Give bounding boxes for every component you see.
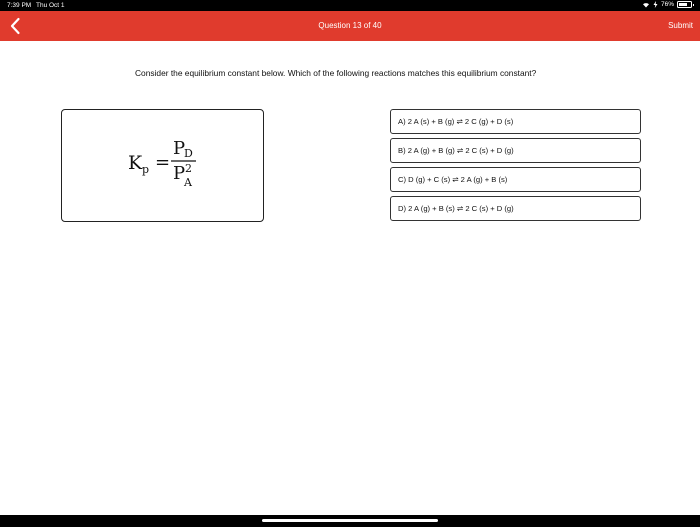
formula-den-sub: A (184, 176, 192, 189)
wifi-icon (642, 1, 650, 8)
battery-percent: 76% (660, 1, 674, 8)
status-time: 7:39 PM (7, 2, 32, 9)
status-day: Thu Oct 1 (36, 2, 65, 9)
formula-num-p: P (173, 138, 186, 159)
charging-icon (653, 1, 658, 8)
formula-equals: = (155, 152, 171, 173)
answer-option-d[interactable]: D) 2 A (g) + B (s) ⇌ 2 C (s) + D (g) (390, 196, 641, 221)
formula-box (61, 109, 264, 222)
answer-option-c[interactable]: C) D (g) + C (s) ⇌ 2 A (g) + B (s) (390, 167, 641, 192)
answer-list (390, 109, 641, 225)
question-counter: Question 13 of 40 (318, 21, 382, 30)
battery-fill (679, 3, 687, 6)
home-indicator[interactable] (262, 519, 438, 522)
formula-den-sup: 2 (185, 162, 192, 175)
bottom-bar (0, 515, 700, 527)
formula-k: K (128, 152, 143, 174)
question-text: Consider the equilibrium constant below. Which of the following reactions matches this equilibrium constant? (135, 68, 537, 78)
status-indicators (642, 1, 692, 8)
answer-option-a[interactable]: A) 2 A (s) + B (g) ⇌ 2 C (g) + D (s) (390, 109, 641, 134)
battery-icon (677, 1, 692, 8)
formula-num-sub: D (184, 147, 193, 160)
header (0, 11, 700, 41)
answer-option-b[interactable]: B) 2 A (g) + B (g) ⇌ 2 C (s) + D (g) (390, 138, 641, 163)
formula-den-p: P (173, 163, 186, 184)
formula-k-sub: p (142, 163, 150, 176)
status-bar (0, 0, 700, 11)
submit-button[interactable]: Submit (668, 21, 693, 30)
equilibrium-constant-formula (62, 110, 265, 223)
